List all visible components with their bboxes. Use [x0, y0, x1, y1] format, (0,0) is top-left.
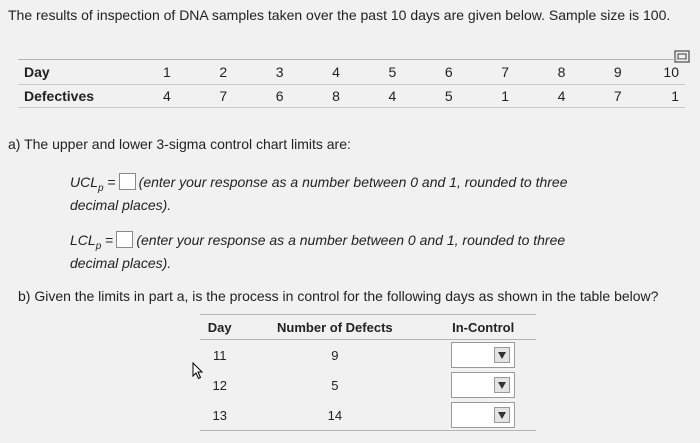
ucl-equals: = [107, 174, 116, 190]
defects-value: 9 [331, 347, 339, 363]
lcl-subscript: p [95, 241, 102, 252]
defectives-cell: 1 [628, 85, 685, 108]
column-header-in-control: In-Control [430, 315, 536, 340]
chevron-down-icon[interactable] [494, 407, 510, 423]
defectives-cell: 7 [177, 85, 233, 108]
day-cell: 1 [120, 60, 176, 85]
table-row [200, 400, 536, 431]
in-control-select[interactable] [451, 342, 515, 368]
table-row [200, 370, 536, 400]
lcl-input[interactable] [116, 231, 133, 248]
in-control-table [200, 314, 536, 431]
day-cell: 4 [290, 60, 346, 85]
defectives-cell: 4 [120, 85, 176, 108]
ucl-hint-cont: decimal places). [70, 197, 172, 213]
defectives-cell: 4 [346, 85, 402, 108]
table-row-day [18, 60, 685, 85]
table-row-defectives [18, 85, 685, 108]
in-control-cell [430, 370, 536, 400]
in-control-cell [430, 400, 536, 431]
defectives-cell: 4 [515, 85, 571, 108]
in-control-select[interactable] [451, 402, 515, 428]
ucl-label: UCL [70, 174, 99, 190]
in-control-select[interactable] [451, 372, 515, 398]
column-header-day: Day [200, 315, 239, 340]
defectives-cell: 1 [459, 85, 515, 108]
ucl-response [70, 172, 568, 215]
defectives-cell: 8 [290, 85, 346, 108]
day-cell: 7 [459, 60, 515, 85]
lcl-hint-cont: decimal places). [70, 255, 172, 271]
day-cell: 6 [402, 60, 458, 85]
lcl-hint: (enter your response as a number between 0 and 1, rounded to three [136, 232, 566, 248]
defectives-cell: 6 [233, 85, 289, 108]
day-cell: 3 [233, 60, 289, 85]
day-value: 13 [200, 400, 239, 431]
ucl-hint: (enter your response as a number between 0 and 1, rounded to three [138, 174, 568, 190]
mouse-pointer-icon [192, 362, 204, 380]
defects-value: 5 [331, 377, 339, 393]
in-control-cell [430, 340, 536, 371]
lcl-response [70, 230, 565, 273]
problem-intro: The results of inspection of DNA samples taken over the past 10 days are given below. Sample size is 100. [8, 7, 671, 23]
day-cell: 8 [515, 60, 571, 85]
chevron-down-icon[interactable] [494, 377, 510, 393]
defects-value: 14 [239, 400, 430, 431]
day-cell: 2 [177, 60, 233, 85]
day-cell: 9 [571, 60, 627, 85]
day-value: 12 [212, 377, 227, 393]
column-header-defects: Number of Defects [239, 315, 430, 340]
table-row [200, 340, 536, 371]
part-b-heading: b) Given the limits in part a, is the process in control for the following days as shown in the table below? [18, 288, 659, 304]
defectives-table [18, 60, 685, 108]
ucl-input[interactable] [119, 173, 136, 190]
lcl-equals: = [105, 232, 114, 248]
chevron-down-icon[interactable] [494, 347, 510, 363]
table-header-row [200, 315, 536, 340]
defectives-cell: 5 [402, 85, 458, 108]
lcl-label: LCL [70, 232, 96, 248]
ucl-subscript: p [98, 183, 104, 194]
day-cell: 10 [628, 60, 685, 85]
defectives-cell: 7 [571, 85, 627, 108]
row-label-defectives: Defectives [18, 85, 120, 108]
part-a-heading: a) The upper and lower 3-sigma control chart limits are: [8, 136, 351, 152]
row-label-day: Day [18, 60, 120, 85]
day-value: 11 [212, 347, 227, 363]
day-cell: 5 [346, 60, 402, 85]
